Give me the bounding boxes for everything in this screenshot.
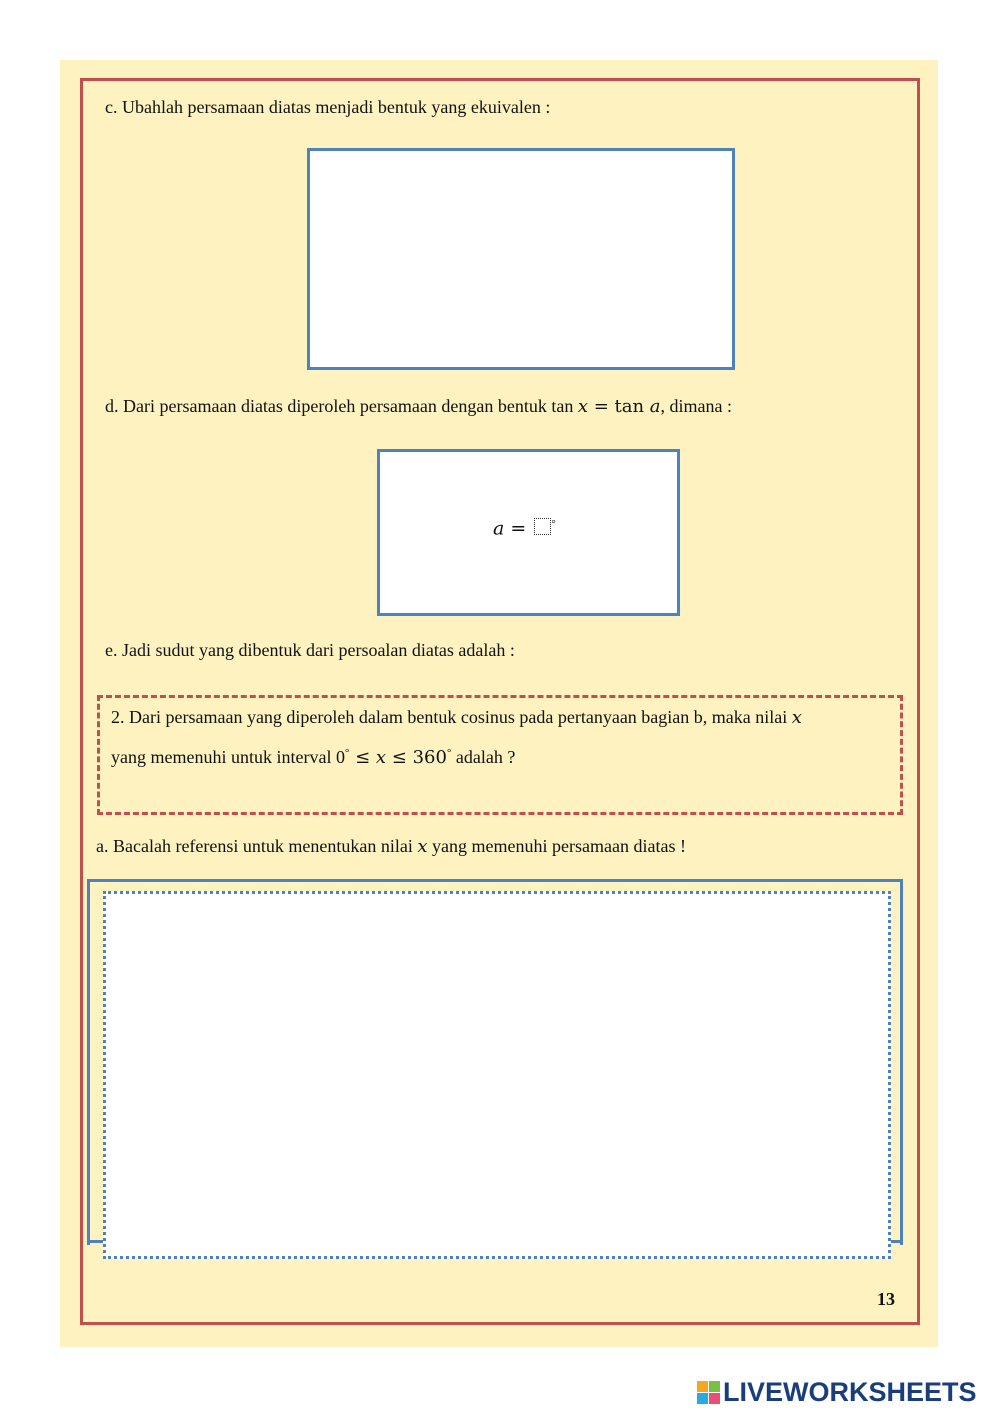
- section-d-eq: = tan: [587, 396, 650, 417]
- question-2-line1: [111, 706, 802, 729]
- section-c-text: c. Ubahlah persamaan diatas menjadi bentuk yang ekuivalen :: [105, 97, 551, 117]
- section-c-answer-box[interactable]: [307, 148, 735, 370]
- bracket-foot-left: [87, 1240, 103, 1243]
- formula-eq: =: [504, 517, 533, 540]
- question-2-line2-before: yang memenuhi untuk interval: [111, 747, 336, 767]
- question-2-line2: [111, 742, 515, 769]
- section-d-var-a: a: [649, 396, 661, 417]
- question-2-var-x: x: [791, 707, 802, 728]
- part-a-text-after: yang memenuhi persamaan diatas !: [427, 836, 686, 856]
- question-2-line1-text: 2. Dari persamaan yang diperoleh dalam bentuk cosinus pada pertanyaan bagian b, maka nilai: [111, 707, 792, 727]
- interval-end: 360: [412, 747, 447, 768]
- section-d-text: [105, 395, 732, 418]
- angle-input-slot[interactable]: [534, 518, 551, 535]
- section-d-formula: [493, 513, 556, 540]
- part-a-text: [96, 835, 686, 858]
- logo-text: LIVEWORKSHEETS: [723, 1376, 977, 1407]
- interval-leq-2: ≤: [386, 747, 413, 768]
- liveworksheets-logo: [697, 1377, 977, 1407]
- degree-symbol: °: [551, 518, 556, 530]
- interval-leq-1: ≤: [349, 747, 376, 768]
- bracket-foot-right: [889, 1240, 903, 1243]
- question-2-line2-after: adalah ?: [451, 747, 516, 767]
- section-d-text-before: d. Dari persamaan diatas diperoleh persamaan dengan bentuk tan: [105, 396, 578, 416]
- formula-var-a: a: [493, 517, 505, 540]
- section-d-text-after: , dimana :: [660, 396, 733, 416]
- interval-end-degree: °: [446, 747, 452, 759]
- section-d-var-x: x: [577, 396, 588, 417]
- interval-start-degree: °: [344, 747, 350, 759]
- interval-var-x: x: [375, 747, 387, 768]
- section-d-answer-box: [377, 449, 680, 616]
- interval-start: 0: [335, 747, 345, 767]
- part-a-text-before: a. Bacalah referensi untuk menentukan nilai: [96, 836, 418, 856]
- part-a-answer-box[interactable]: [103, 891, 891, 1259]
- section-e-text: e. Jadi sudut yang dibentuk dari persoalan diatas adalah :: [105, 640, 515, 660]
- part-a-var-x: x: [417, 836, 428, 857]
- page-number: 13: [877, 1289, 895, 1309]
- logo-icon: [697, 1381, 720, 1404]
